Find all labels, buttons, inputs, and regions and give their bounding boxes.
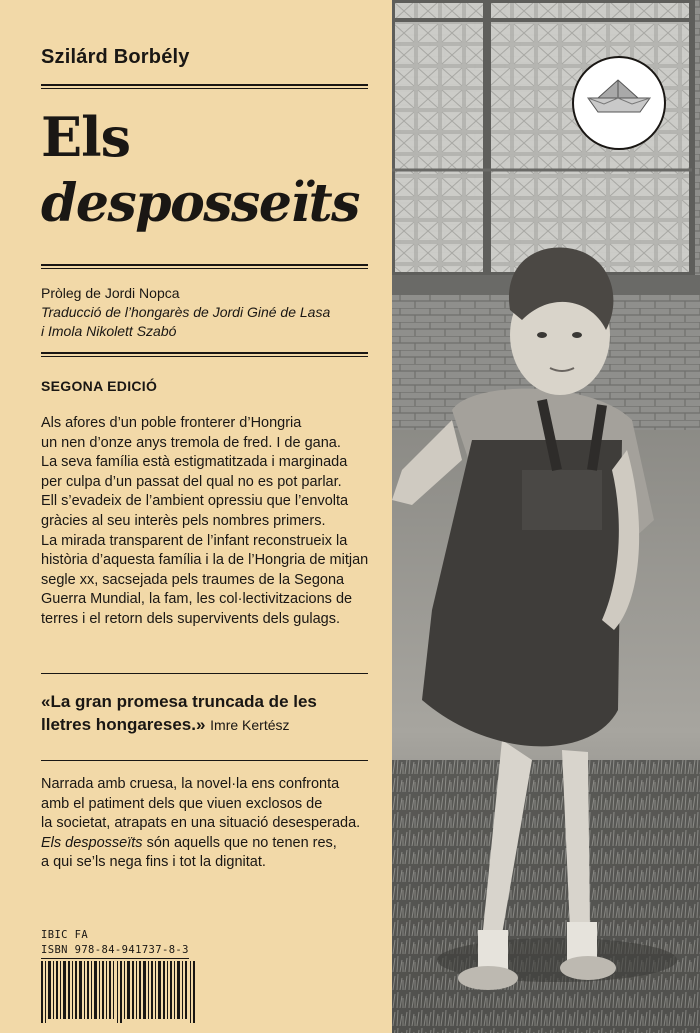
credits-block bbox=[41, 284, 330, 341]
author-name: Szilárd Borbély bbox=[41, 46, 190, 68]
synopsis-line: terres i el retorn dels supervivents dels gulags. bbox=[41, 610, 341, 627]
synopsis-line: segle xx, sacsejada pels traumes de la Segona bbox=[41, 571, 345, 588]
double-rule-title bbox=[41, 264, 368, 266]
quote-attribution: Imre Kertész bbox=[210, 717, 290, 733]
synopsis-line: un nen d’onze anys tremola de fred. I de gana. bbox=[41, 434, 341, 451]
closing-line: Narrada amb cruesa, la novel·la ens confronta bbox=[41, 776, 340, 792]
review-quote bbox=[41, 690, 371, 737]
paper-boat-icon bbox=[574, 58, 664, 148]
prologue-credit: Pròleg de Jordi Nopca bbox=[41, 285, 180, 301]
rule-before-quote bbox=[41, 673, 368, 674]
synopsis-line: Als afores d’un poble fronterer d’Hongria bbox=[41, 415, 302, 431]
quote-line-1: «La gran promesa truncada de les bbox=[41, 692, 317, 711]
double-rule-top bbox=[41, 84, 368, 86]
double-rule-credits bbox=[41, 352, 368, 354]
synopsis-line: Guerra Mundial, la fam, les col·lectivitzacions de bbox=[41, 591, 353, 608]
closing-line: amb el patiment dels que viuen exclosos de bbox=[41, 795, 323, 812]
synopsis-line: Ell s’evadeix de l’ambient opressiu que l’envolta bbox=[41, 493, 349, 510]
translation-credit-line-2: i Imola Nikolett Szabó bbox=[41, 323, 177, 339]
boy-photo bbox=[392, 0, 700, 1033]
edition-label: SEGONA EDICIÓ bbox=[41, 378, 158, 394]
synopsis-line: gràcies al seu interès pels nombres primers. bbox=[41, 512, 326, 529]
closing-line: a qui se’ls nega fins i tot la dignitat. bbox=[41, 854, 266, 871]
closing-line bbox=[41, 834, 371, 854]
synopsis-line: per culpa d’un passat del qual no es pot parlar. bbox=[41, 473, 342, 490]
closing-title-italic: Els desposseïts bbox=[41, 834, 143, 851]
synopsis-line: història d’aquesta família i la de l’Hongria de mitjan bbox=[41, 552, 369, 569]
barcode-block bbox=[41, 928, 241, 1028]
closing-line: la societat, atrapats en una situació desesperada. bbox=[41, 815, 361, 832]
synopsis-line: La seva família està estigmatitzada i marginada bbox=[41, 454, 348, 471]
synopsis-line: La mirada transparent de l’infant reconstrueix la bbox=[41, 532, 348, 549]
ibic-code: IBIC FA bbox=[41, 929, 89, 941]
publisher-logo bbox=[572, 56, 666, 150]
closing-paragraph bbox=[41, 775, 371, 873]
closing-line-rest: són aquells que no tenen res, bbox=[142, 834, 337, 851]
synopsis-paragraph bbox=[41, 414, 371, 630]
book-title-line-1: Els bbox=[41, 105, 131, 169]
quote-line-2: lletres hongareses.» bbox=[41, 715, 206, 734]
translation-credit-line-1: Traducció de l’hongarès de Jordi Giné de Lasa bbox=[41, 304, 331, 320]
book-title-line-2: desposseïts bbox=[41, 173, 359, 234]
cover-photograph bbox=[392, 0, 700, 1033]
rule-after-quote bbox=[41, 760, 368, 761]
barcode bbox=[41, 961, 201, 1023]
isbn-code: ISBN 978-84-941737-8-3 bbox=[41, 943, 189, 959]
